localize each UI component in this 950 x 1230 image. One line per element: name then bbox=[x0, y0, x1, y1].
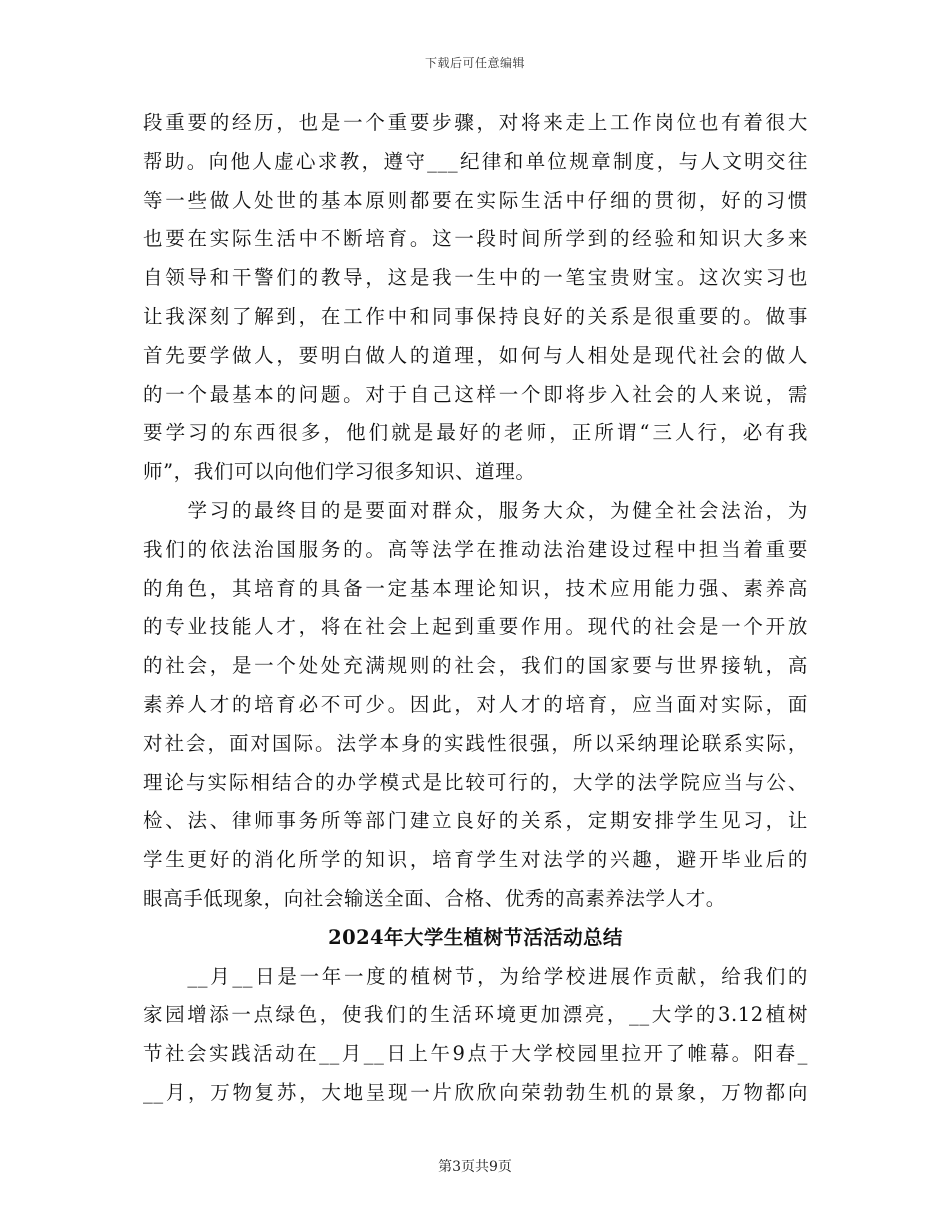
text-line: 帮助。向他人虚心求教，遵守___纪律和单位规章制度，与人文明交往 bbox=[143, 149, 808, 173]
text-line: 学习的最终目的是要面对群众，服务大众，为健全社会法治，为 bbox=[143, 498, 808, 522]
text-line: 检、法、律师事务所等部门建立良好的关系，定期安排学生见习，让 bbox=[143, 809, 808, 833]
text-line: 理论与实际相结合的办学模式是比较可行的，大学的法学院应当与公、 bbox=[143, 770, 808, 794]
text-line: 我们的依法治国服务的。高等法学在推动法治建设过程中担当着重要 bbox=[143, 537, 808, 561]
page-header: 下载后可任意编辑 bbox=[424, 56, 525, 70]
text-line: 让我深刻了解到，在工作中和同事保持良好的关系是很重要的。做事 bbox=[143, 304, 808, 328]
text-line: 的角色，其培育的具备一定基本理论知识，技术应用能力强、素养高 bbox=[143, 576, 808, 600]
text-line: __月__日是一年一度的植树节，为给学校进展作贡献，给我们的 bbox=[143, 964, 808, 988]
text-line: __月，万物复苏，大地呈现一片欣欣向荣勃勃生机的景象，万物都向 bbox=[143, 1080, 808, 1104]
text-line: 家园增添一点绿色，使我们的生活环境更加漂亮，__大学的3.12植树 bbox=[143, 1003, 808, 1027]
document-body bbox=[143, 104, 808, 1113]
text-line: 的一个最基本的问题。对于自己这样一个即将步入社会的人来说，需 bbox=[143, 382, 808, 406]
text-line: 素养人才的培育必不可少。因此，对人才的培育，应当面对实际，面 bbox=[143, 692, 808, 716]
text-line: 首先要学做人，要明白做人的道理，如何与人相处是现代社会的做人 bbox=[143, 343, 808, 367]
paragraph-3 bbox=[143, 958, 808, 1113]
text-line: 段重要的经历，也是一个重要步骤，对将来走上工作岗位也有着很大 bbox=[143, 111, 808, 134]
text-line: 对社会，面对国际。法学本身的实践性很强，所以采纳理论联系实际， bbox=[143, 731, 808, 755]
text-line: 的专业技能人才，将在社会上起到重要作用。现代的社会是一个开放 bbox=[143, 615, 808, 639]
text-line: 眼高手低现象，向社会输送全面、合格、优秀的高素养法学人才。 bbox=[143, 886, 726, 910]
text-line: 节社会实践活动在__月__日上午9点于大学校园里拉开了帷幕。阳春_ bbox=[143, 1042, 808, 1066]
section-title: 2024年大学生植树节活活动总结 bbox=[328, 925, 623, 949]
paragraph-1 bbox=[143, 104, 808, 492]
text-line: 学生更好的消化所学的知识，培育学生对法学的兴趣，避开毕业后的 bbox=[143, 848, 808, 872]
paragraph-2 bbox=[143, 492, 808, 919]
text-line: 等一些做人处世的基本原则都要在实际生活中仔细的贯彻，好的习惯 bbox=[143, 188, 808, 212]
text-line: 师”，我们可以向他们学习很多知识、道理。 bbox=[143, 460, 536, 484]
text-line: 要学习的东西很多，他们就是最好的老师，正所谓“三人行，必有我 bbox=[143, 421, 808, 445]
text-line: 的社会，是一个处处充满规则的社会，我们的国家要与世界接轨，高 bbox=[143, 654, 808, 678]
page-number: 第3页共9页 bbox=[438, 1159, 512, 1175]
text-line: 自领导和干警们的教导，这是我一生中的一笔宝贵财宝。这次实习也 bbox=[143, 266, 808, 290]
text-line: 也要在实际生活中不断培育。这一段时间所学到的经验和知识大多来 bbox=[143, 227, 808, 251]
